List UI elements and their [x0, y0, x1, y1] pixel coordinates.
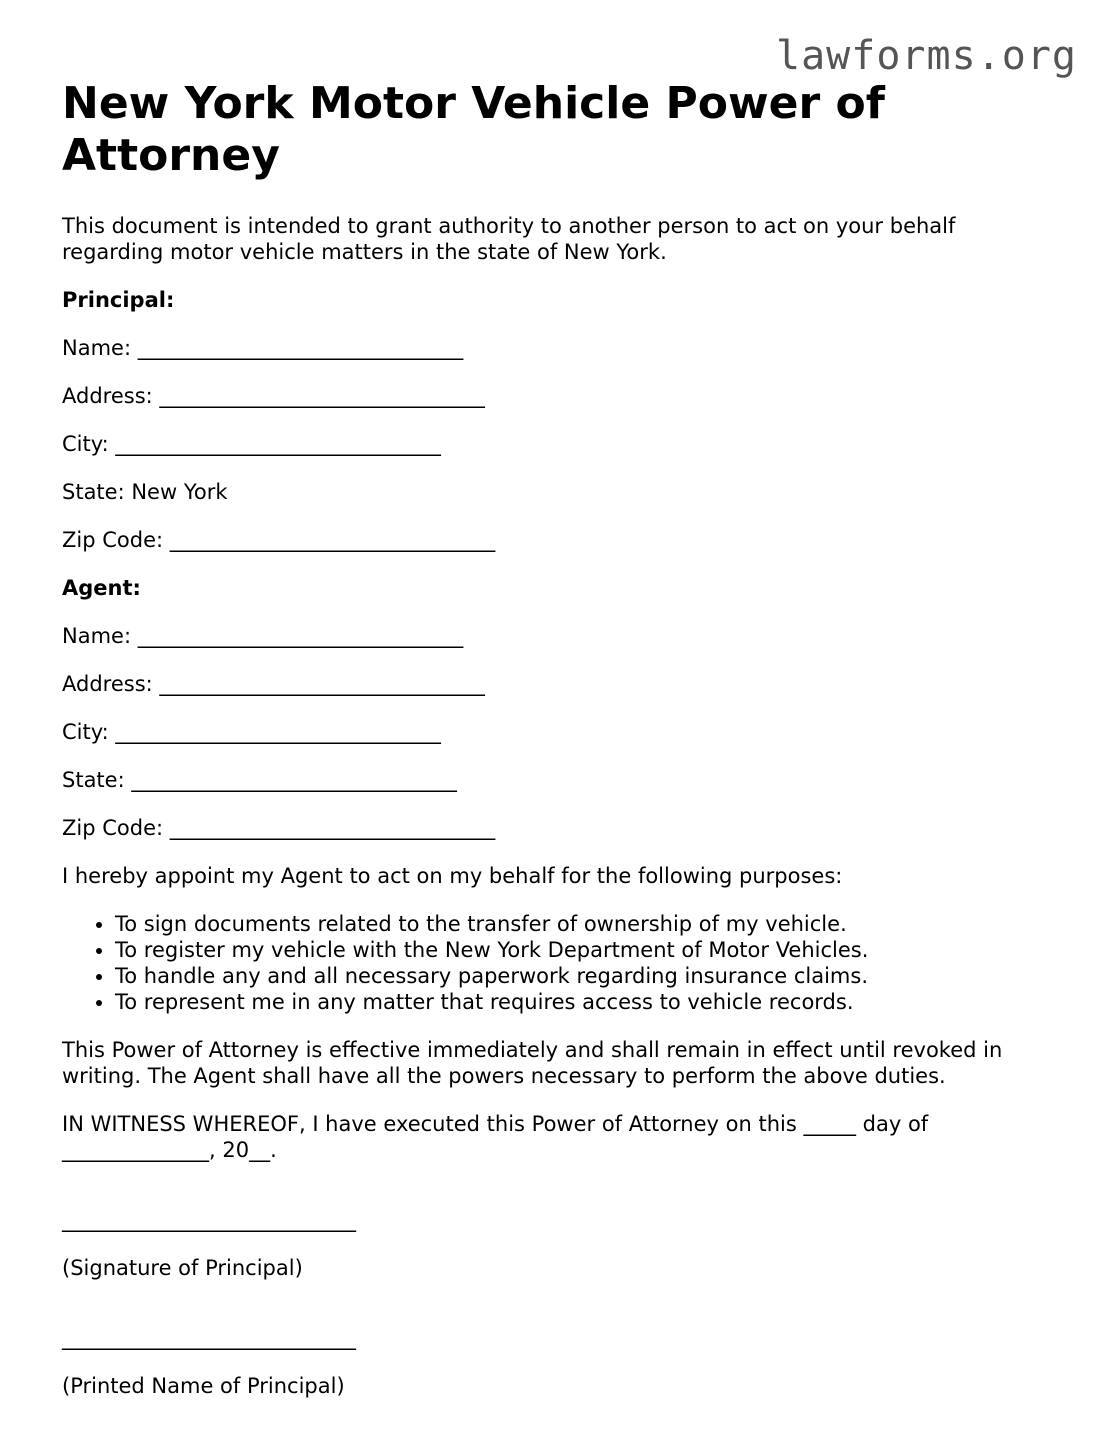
signature-caption: (Signature of Principal)	[62, 1256, 303, 1280]
purpose-item: • To sign documents related to the transfer of ownership of my vehicle.	[115, 911, 1052, 937]
agent-city-field: City: _______________________________	[62, 720, 441, 744]
printed-name-line: ____________________________	[62, 1326, 356, 1350]
effective-paragraph: This Power of Attorney is effective immediately and shall remain in effect until revoked in writing. The Agent shall have all the powers necessary to perform the above duties.	[62, 1038, 1003, 1088]
principal-city-field: City: _______________________________	[62, 432, 441, 456]
agent-name-field: Name: _______________________________	[62, 624, 464, 648]
principal-state-field: State: New York	[62, 480, 228, 504]
purposes-list	[62, 911, 1052, 1015]
lawforms-watermark: lawforms.org	[776, 33, 1077, 79]
agent-zip-field: Zip Code: _______________________________	[62, 816, 496, 840]
agent-address-field: Address: _______________________________	[62, 672, 485, 696]
witness-paragraph: IN WITNESS WHEREOF, I have executed this Power of Attorney on this _____ day of ______________, 20__.	[62, 1112, 929, 1162]
printed-name-caption: (Printed Name of Principal)	[62, 1374, 345, 1398]
agent-section-label: Agent:	[62, 576, 141, 600]
intro-paragraph: This document is intended to grant authority to another person to act on your behalf regarding motor vehicle matters in the state of New York.	[62, 214, 956, 264]
purpose-item: • To represent me in any matter that requires access to vehicle records.	[115, 989, 1052, 1015]
document-title: New York Motor Vehicle Power of Attorney	[62, 78, 885, 181]
purposes-intro: I hereby appoint my Agent to act on my behalf for the following purposes:	[62, 864, 843, 888]
principal-name-field: Name: _______________________________	[62, 336, 464, 360]
principal-section-label: Principal:	[62, 288, 175, 312]
purpose-item: • To handle any and all necessary paperwork regarding insurance claims.	[115, 963, 1052, 989]
principal-zip-field: Zip Code: _______________________________	[62, 528, 496, 552]
agent-state-field: State: _______________________________	[62, 768, 457, 792]
principal-address-field: Address: _______________________________	[62, 384, 485, 408]
document-page	[62, 78, 1052, 1399]
purpose-item: • To register my vehicle with the New York Department of Motor Vehicles.	[115, 937, 1052, 963]
signature-line: ____________________________	[62, 1208, 356, 1232]
